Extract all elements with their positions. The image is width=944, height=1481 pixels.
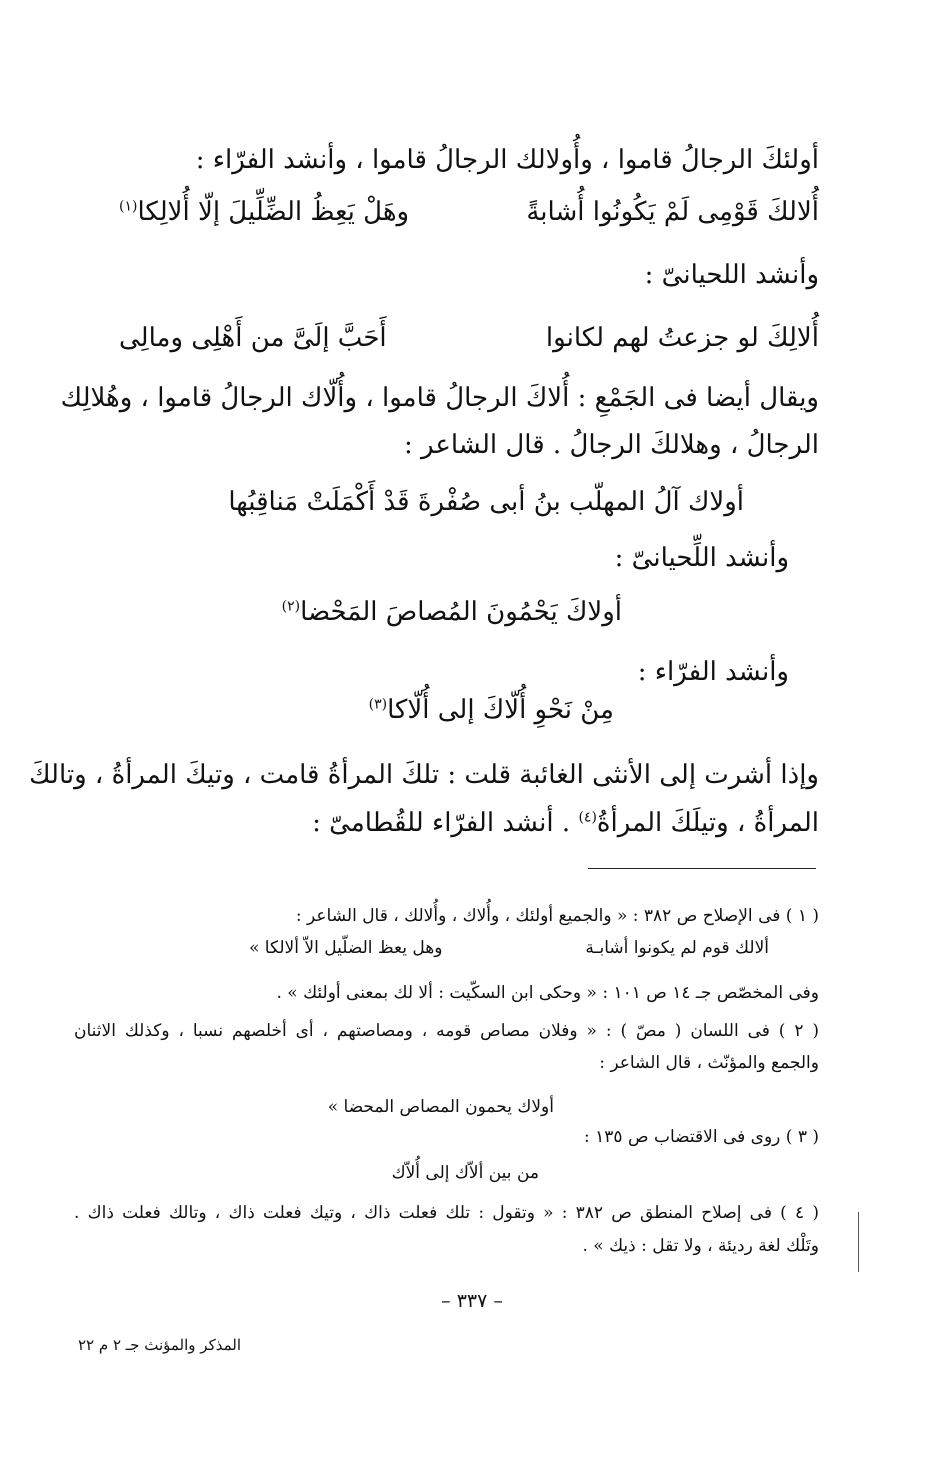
footnote-2-line-1: ( ٢ ) فى اللسان ( مصّ ) : « وفلان مصاص قومه ، ومصاصتهم ، أى أخلصهم نسبا ، وكذلك الاثنان xyxy=(74,1021,819,1041)
footnote-1-verse xyxy=(249,935,769,961)
verse-2-second-hemistich: أَحَبَّ إلَىَّ من أَهْلِى ومالِى xyxy=(119,323,387,353)
text-line-5: وأنشد اللِّحيانىّ : xyxy=(614,543,789,573)
verse-1-second-text: وهَلْ يَعِظُ الضِّلِّيلَ إلّا أُلالِكا xyxy=(137,197,410,227)
verse-5 xyxy=(369,690,614,730)
footnote-4-line-1: ( ٤ ) فى إصلاح المنطق ص ٣٨٢ : « وتقول : تلك فعلت ذاك ، وتيك فعلت ذاك ، وتالك فعلت ذاك . xyxy=(74,1203,819,1223)
text-line-8-start: المرأةُ ، وتيلَكَ المرأةُ xyxy=(596,808,819,838)
verse-1-first-hemistich: أُلالكَ قَوْمِى لَمْ يَكُونُوا أُشابةً xyxy=(526,197,819,227)
verse-1 xyxy=(119,192,819,232)
footnote-1-line-3: وفى المخصّص جـ ١٤ ص ١٠١ : « وحكى ابن السكّيت : ألا لك بمعنى أولئك » . xyxy=(276,983,819,1003)
verse-2-first-hemistich: أُلالِكَ لو جزعتُ لهم لكانوا xyxy=(545,323,819,353)
verse-2 xyxy=(119,318,819,358)
verse-3: أولاك آلُ المهلّب بنُ أبى صُفْرةَ قَدْ أَكْمَلَتْ مَناقِبُها xyxy=(228,487,744,517)
footnote-3-line-1: ( ٣ ) روى فى الاقتضاب ص ١٣٥ : xyxy=(584,1127,819,1147)
page-number: – ٣٣٧ – xyxy=(441,1290,503,1312)
footnote-1-line-1: ( ١ ) فى الإصلاح ص ٣٨٢ : « والجميع أولئك ، وأُلاك ، وأُلالك ، قال الشاعر : xyxy=(295,906,819,926)
footnote-ref-2: (٢) xyxy=(281,598,301,615)
text-line-3: ويقال أيضا فى الجَمْعِ : أُلاكَ الرجالُ قاموا ، وأُلّاك الرجالُ قاموا ، وهُلالِك xyxy=(60,383,819,413)
footnote-ref-1: (١) xyxy=(119,198,138,215)
footnote-4-line-2: وتَلْك لغة رديئة ، ولا تقل : ذيك » . xyxy=(582,1236,819,1256)
text-line-8 xyxy=(312,803,819,843)
footnote-2-verse: أولاك يحمون المصاص المحضا » xyxy=(327,1097,554,1117)
text-line-7: وإذا أشرت إلى الأنثى الغائبة قلت : تلكَ المرأةُ قامت ، وتيكَ المرأةُ ، وتالكَ xyxy=(29,760,819,790)
margin-mark xyxy=(858,1212,859,1272)
footnote-1-verse-b: وهل يعظ الضلّيل الاّ ألالكا » xyxy=(249,938,443,958)
verse-4 xyxy=(282,592,622,632)
text-line-8-end: . أنشد الفرّاء للقُطامىّ : xyxy=(312,808,579,838)
text-line-2: وأنشد اللحيانىّ : xyxy=(644,260,819,290)
text-line-6: وأنشد الفرّاء : xyxy=(637,657,789,687)
verse-5-text: مِنْ نَحْوِ أُلّاكَ إلى أُلّاكا xyxy=(387,695,614,725)
footnote-3-verse: من بين ألاّك إلى أُلاّك xyxy=(391,1163,539,1183)
footnote-2-line-2: والجمع والمؤنّث ، قال الشاعر : xyxy=(599,1053,819,1073)
verse-1-second-hemistich xyxy=(119,192,409,232)
footnote-ref-4: (٤) xyxy=(578,809,597,826)
footnote-1-verse-a: ألالك قوم لم يكونوا أشابـة xyxy=(585,938,769,958)
text-line-4: الرجالُ ، وهلالكَ الرجالُ . قال الشاعر : xyxy=(404,430,819,460)
verse-4-text: أولاكَ يَحْمُونَ المُصاصَ المَحْضا xyxy=(300,597,622,627)
footnote-divider xyxy=(588,868,816,869)
text-line-1: أولئكَ الرجالُ قاموا ، وأُولالك الرجالُ قاموا ، وأنشد الفرّاء : xyxy=(195,145,819,175)
footnote-ref-3: (٣) xyxy=(368,696,388,713)
signature-mark: المذكر والمؤنث جـ ٢ م ٢٢ xyxy=(78,1336,241,1354)
